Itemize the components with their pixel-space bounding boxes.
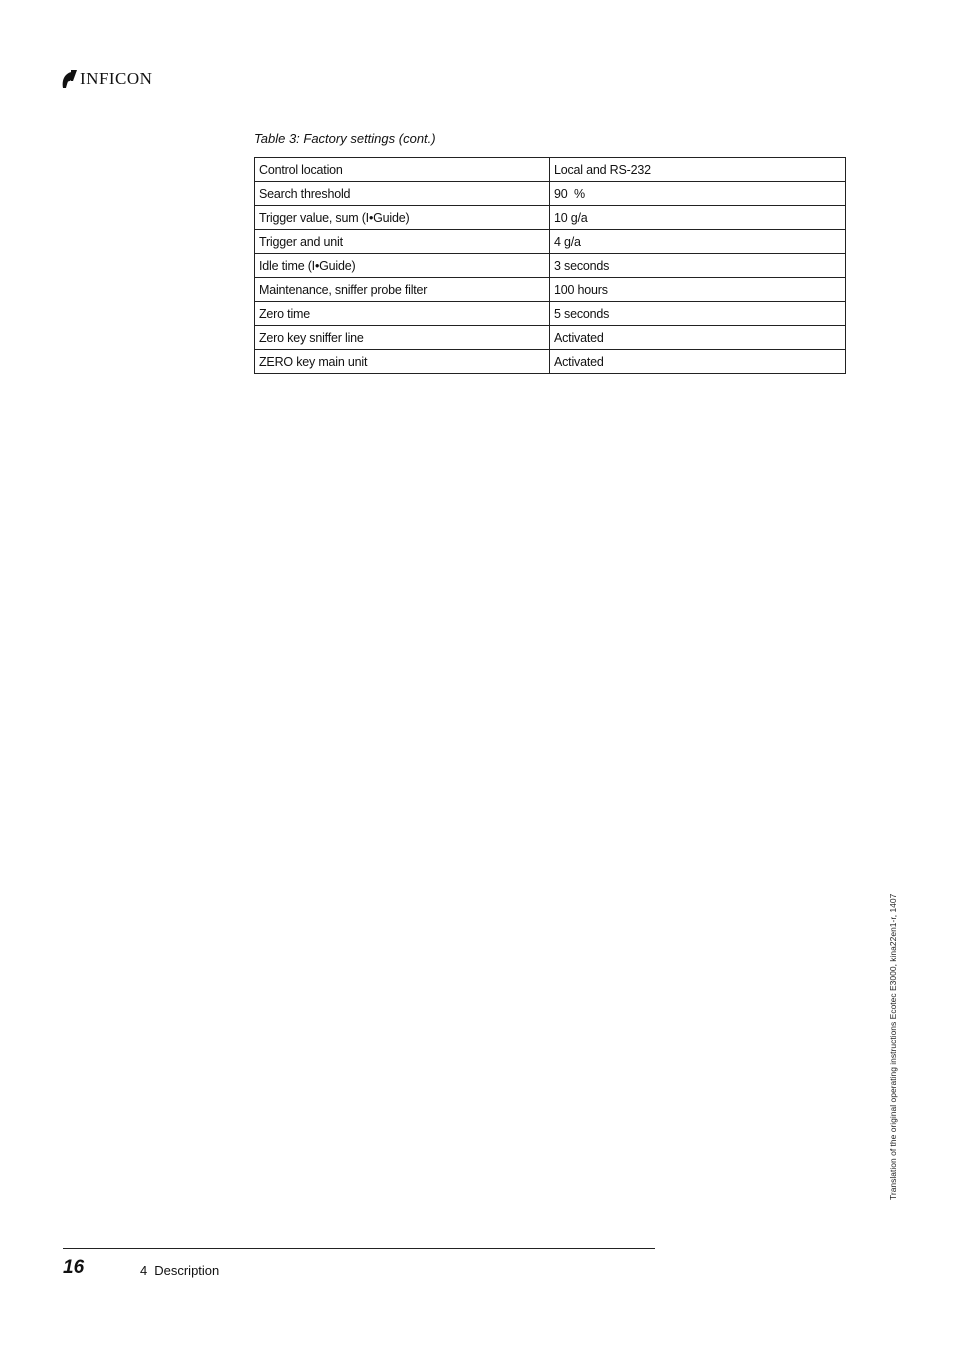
table-row xyxy=(255,350,846,374)
table-row xyxy=(255,182,846,206)
table-row xyxy=(255,158,846,182)
value-cell: 4 g/a xyxy=(550,230,846,254)
value-cell: Activated xyxy=(550,326,846,350)
document-reference-note: Translation of the original operating instructions Ecotec E3000, kina22en1-r, 1407 xyxy=(888,893,898,1200)
chapter-heading xyxy=(140,1263,219,1278)
chapter-title: Description xyxy=(154,1263,220,1278)
footer-divider xyxy=(63,1248,655,1249)
parameter-cell: Zero time xyxy=(255,302,550,326)
chapter-number: 4 xyxy=(140,1263,148,1278)
parameter-cell: Zero key sniffer line xyxy=(255,326,550,350)
table-row xyxy=(255,326,846,350)
parameter-cell: Maintenance, sniffer probe filter xyxy=(255,278,550,302)
factory-settings-table xyxy=(254,157,846,374)
table-row xyxy=(255,278,846,302)
parameter-cell: Search threshold xyxy=(255,182,550,206)
inficon-logo-icon xyxy=(60,69,78,89)
value-cell: 5 seconds xyxy=(550,302,846,326)
table-row xyxy=(255,254,846,278)
table-row xyxy=(255,302,846,326)
inficon-logo xyxy=(60,68,152,90)
value-cell: Local and RS-232 xyxy=(550,158,846,182)
value-cell: 10 g/a xyxy=(550,206,846,230)
parameter-cell: ZERO key main unit xyxy=(255,350,550,374)
table-row xyxy=(255,206,846,230)
value-cell: Activated xyxy=(550,350,846,374)
parameter-cell: Trigger value, sum (I•Guide) xyxy=(255,206,550,230)
parameter-cell: Trigger and unit xyxy=(255,230,550,254)
value-cell: 100 hours xyxy=(550,278,846,302)
table-row xyxy=(255,230,846,254)
page-number: 16 xyxy=(63,1257,85,1278)
parameter-cell: Control location xyxy=(255,158,550,182)
value-cell: 90 % xyxy=(550,182,846,206)
value-cell: 3 seconds xyxy=(550,254,846,278)
logo-text: INFICON xyxy=(80,69,153,88)
table-caption: Table 3: Factory settings (cont.) xyxy=(254,131,436,146)
parameter-cell: Idle time (I•Guide) xyxy=(255,254,550,278)
